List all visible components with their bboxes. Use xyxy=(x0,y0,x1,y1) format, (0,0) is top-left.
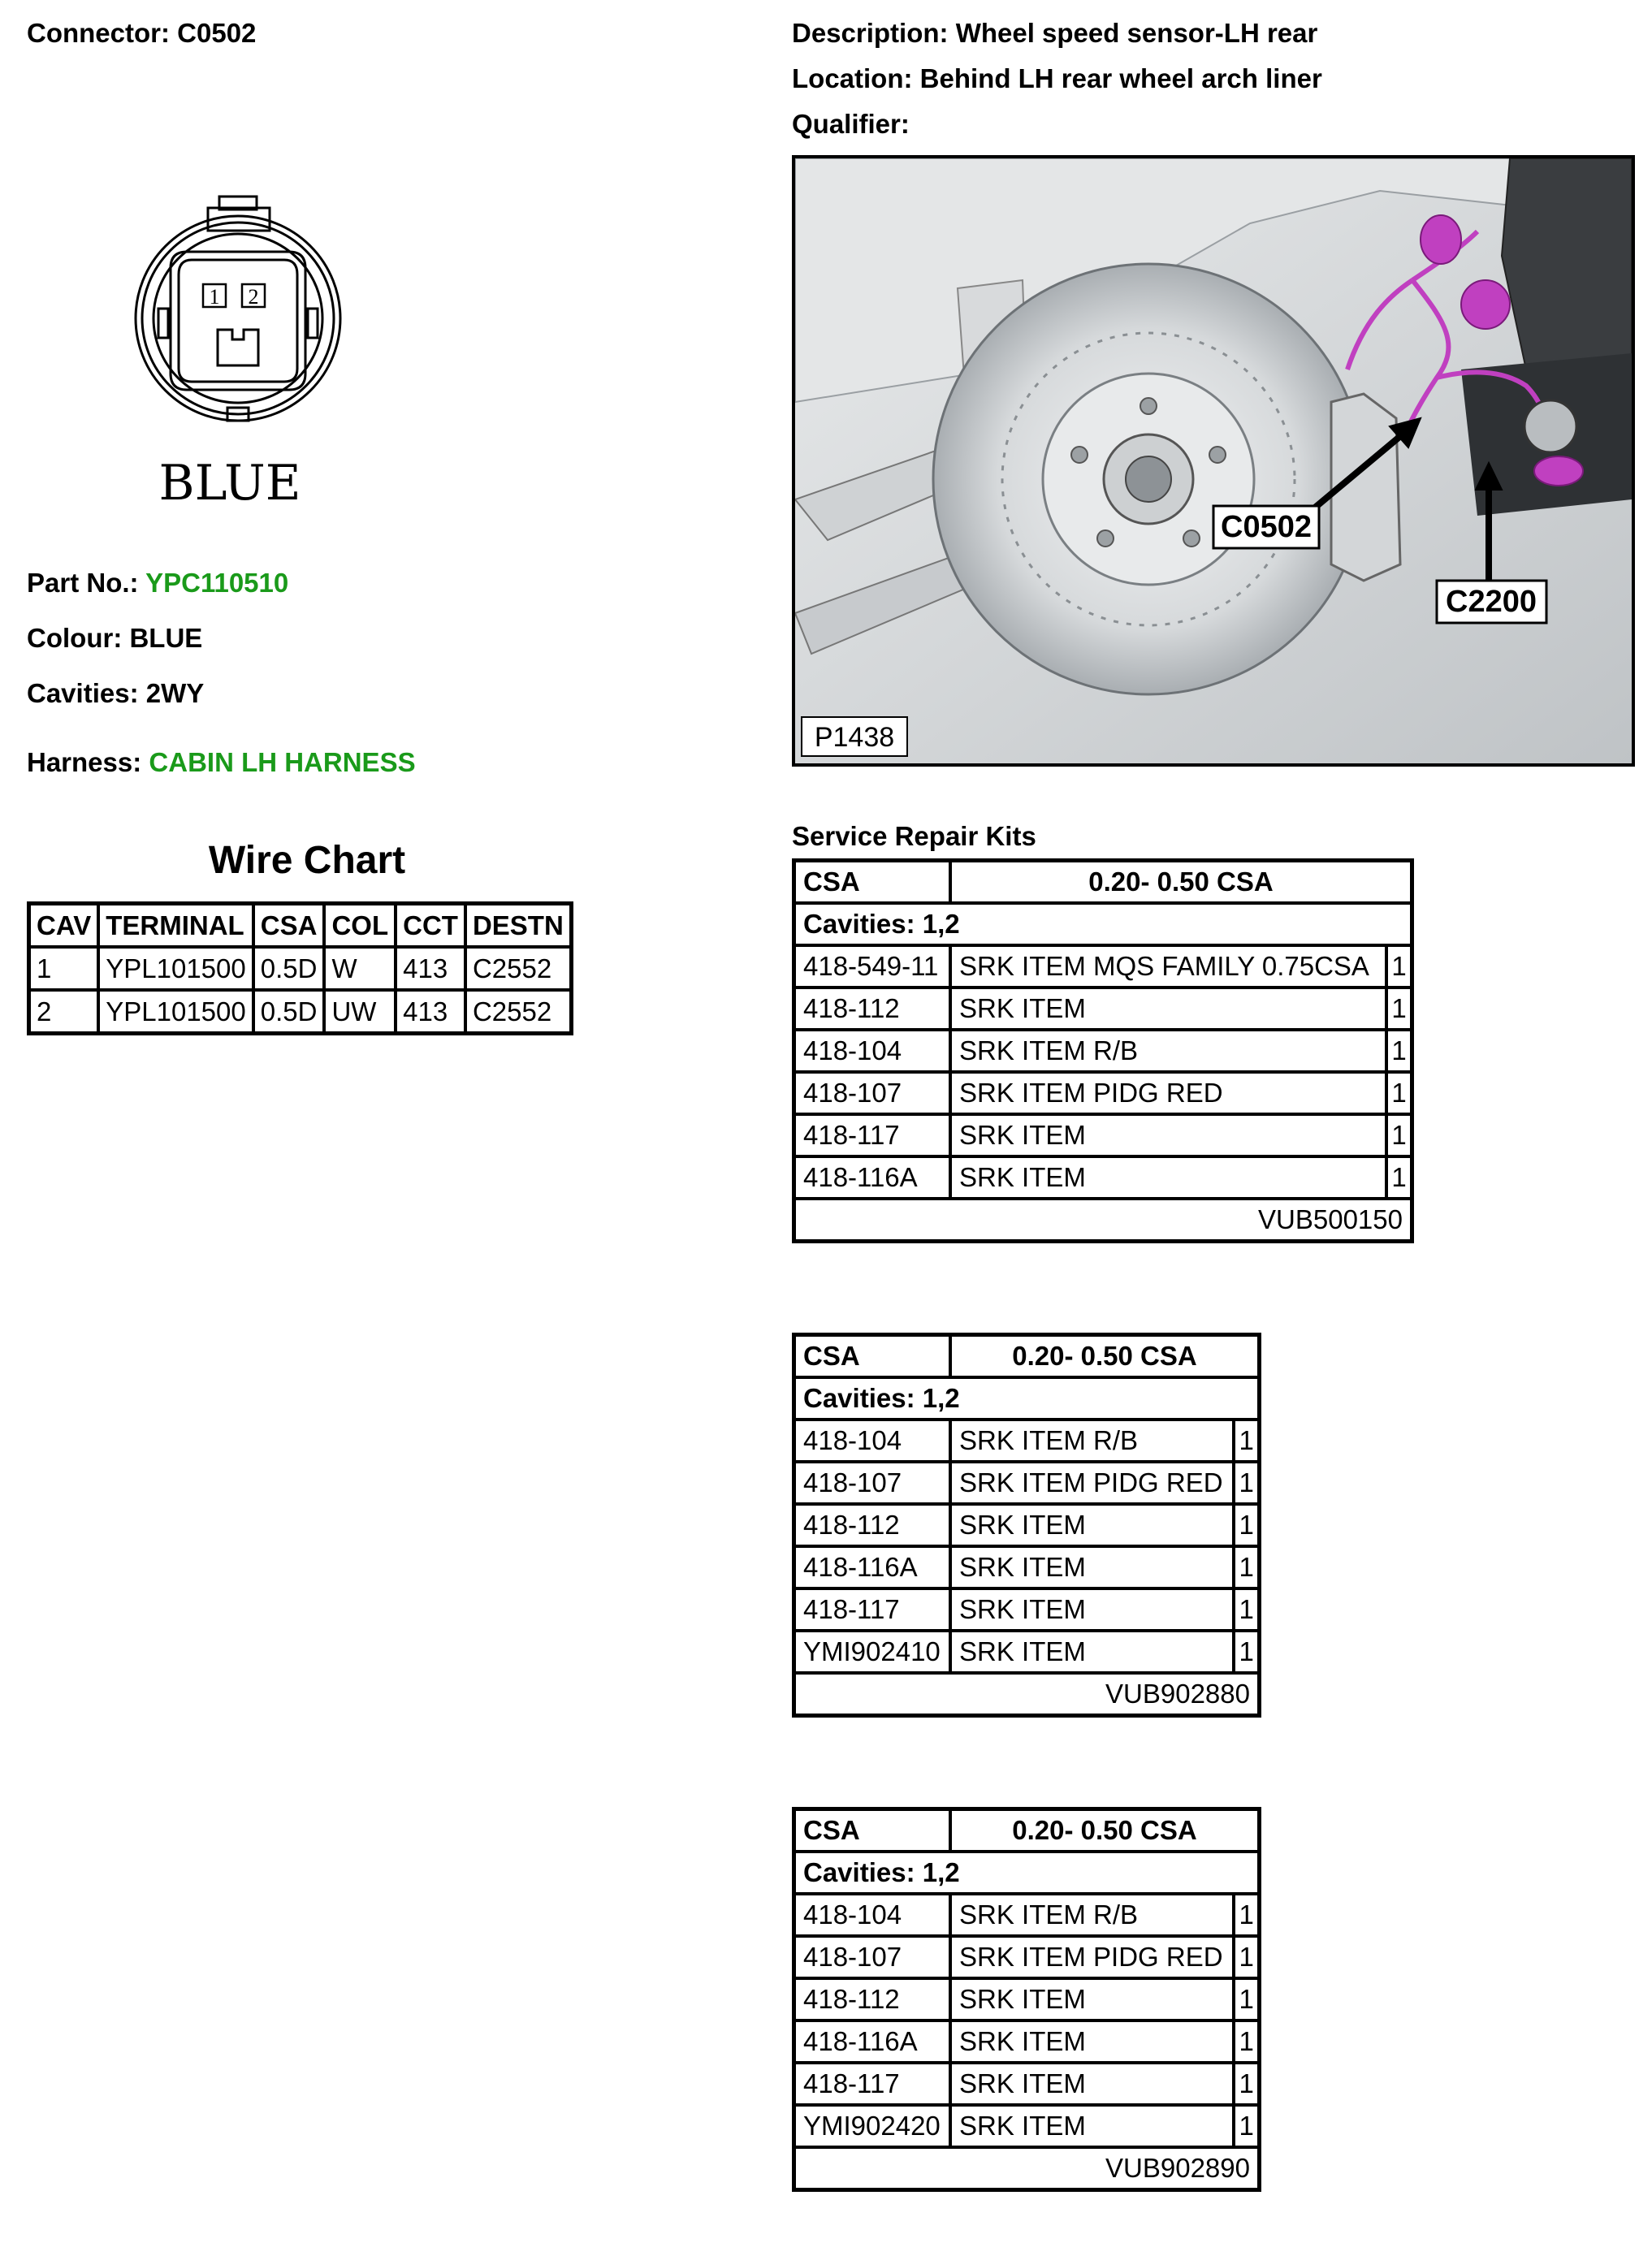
callout-c2200: C2200 xyxy=(1446,585,1537,619)
kit-header-row xyxy=(794,1335,1260,1378)
table-cell: 418-116A xyxy=(794,1546,951,1588)
table-cell: SRK ITEM xyxy=(950,1504,1234,1546)
part-number: Part No.: YPC110510 xyxy=(27,568,289,598)
kit-cavities-row xyxy=(794,903,1412,945)
connector-title: Connector: C0502 xyxy=(27,18,257,48)
kit-cavities: Cavities: 1,2 xyxy=(794,903,1412,945)
table-cell: 1 xyxy=(1234,1978,1259,2020)
table-cell: 1 xyxy=(1234,1462,1259,1504)
table-cell: 413 xyxy=(396,947,465,990)
col-header-destn: DESTN xyxy=(465,904,571,948)
kit-cavities: Cavities: 1,2 xyxy=(794,1377,1260,1420)
harness-text: Harness: CABIN LH HARNESS xyxy=(27,747,416,777)
wire-chart-table xyxy=(27,901,573,1035)
table-row xyxy=(794,2105,1260,2147)
kit-cavities-row xyxy=(794,1852,1260,1894)
location-illustration xyxy=(795,158,1632,763)
table-cell: 1 xyxy=(1234,1894,1259,1936)
table-cell: SRK ITEM PIDG RED xyxy=(950,1936,1234,1978)
plate-id: P1438 xyxy=(814,722,895,753)
table-cell: SRK ITEM xyxy=(950,2063,1234,2105)
table-cell: SRK ITEM xyxy=(950,1156,1386,1199)
cavities-text: Cavities: 2WY xyxy=(27,678,205,708)
repair-kit-table xyxy=(792,1333,1261,1718)
table-row xyxy=(794,945,1412,988)
table-cell: 0.5D xyxy=(253,947,325,990)
table-cell: 418-117 xyxy=(794,2063,951,2105)
table-cell: 1 xyxy=(1234,1420,1259,1462)
table-cell: SRK ITEM xyxy=(950,988,1386,1030)
table-row xyxy=(794,1936,1260,1978)
table-cell: 1 xyxy=(1234,2020,1259,2063)
wire-chart-title: Wire Chart xyxy=(208,839,406,882)
table-cell: SRK ITEM MQS FAMILY 0.75CSA xyxy=(950,945,1386,988)
kit-number: VUB902890 xyxy=(794,2147,1260,2190)
part-number-value: YPC110510 xyxy=(145,568,289,598)
table-row xyxy=(794,1894,1260,1936)
kit-header-row xyxy=(794,1809,1260,1852)
table-cell: YMI902420 xyxy=(794,2105,951,2147)
harness-value: CABIN LH HARNESS xyxy=(149,747,416,777)
repair-kit-table xyxy=(792,1807,1261,2192)
table-cell: SRK ITEM xyxy=(950,1546,1234,1588)
pin-2-label: 2 xyxy=(248,285,259,309)
table-cell: 1 xyxy=(1234,1936,1259,1978)
kit-header-row xyxy=(794,861,1412,904)
table-cell: SRK ITEM R/B xyxy=(950,1420,1234,1462)
kit-csa-range: 0.20- 0.50 CSA xyxy=(950,1809,1260,1852)
table-cell: UW xyxy=(324,990,396,1034)
table-cell: 418-112 xyxy=(794,988,951,1030)
location-photo xyxy=(792,155,1635,767)
table-row xyxy=(794,1462,1260,1504)
kit-cavities: Cavities: 1,2 xyxy=(794,1852,1260,1894)
connector-color-label: BLUE xyxy=(158,455,301,512)
kit-number-row xyxy=(794,1199,1412,1242)
table-cell: 1 xyxy=(1234,2063,1259,2105)
repair-kit-table xyxy=(792,858,1414,1243)
table-cell: 1 xyxy=(1234,1504,1259,1546)
table-cell: SRK ITEM xyxy=(950,1588,1234,1631)
table-cell: 1 xyxy=(1386,1030,1412,1072)
table-row xyxy=(794,1978,1260,2020)
table-cell: 418-107 xyxy=(794,1936,951,1978)
table-cell: 418-116A xyxy=(794,1156,951,1199)
table-cell: SRK ITEM xyxy=(950,1631,1234,1673)
kit-csa-label: CSA xyxy=(794,1809,951,1852)
callout-c0502: C0502 xyxy=(1221,510,1312,544)
table-cell: 418-112 xyxy=(794,1978,951,2020)
table-cell: 418-117 xyxy=(794,1114,951,1156)
table-cell: SRK ITEM PIDG RED xyxy=(950,1072,1386,1114)
table-cell: YPL101500 xyxy=(98,947,253,990)
qualifier-text: Qualifier: xyxy=(792,109,910,139)
table-cell: SRK ITEM R/B xyxy=(950,1030,1386,1072)
kit-csa-label: CSA xyxy=(794,861,951,904)
table-row xyxy=(794,2063,1260,2105)
kit-csa-label: CSA xyxy=(794,1335,951,1378)
table-cell: 1 xyxy=(1386,1072,1412,1114)
table-cell: 418-116A xyxy=(794,2020,951,2063)
table-cell: 418-104 xyxy=(794,1030,951,1072)
table-cell: 1 xyxy=(1234,1588,1259,1631)
table-row xyxy=(794,1156,1412,1199)
table-cell: 1 xyxy=(29,947,99,990)
table-cell: 413 xyxy=(396,990,465,1034)
table-row xyxy=(794,1072,1412,1114)
table-cell: SRK ITEM xyxy=(950,1114,1386,1156)
table-cell: 418-117 xyxy=(794,1588,951,1631)
table-cell: C2552 xyxy=(465,947,571,990)
location-text: Location: Behind LH rear wheel arch liner xyxy=(792,63,1322,93)
colour-text: Colour: BLUE xyxy=(27,623,203,653)
table-cell: 418-107 xyxy=(794,1462,951,1504)
table-row xyxy=(794,1588,1260,1631)
table-cell: 1 xyxy=(1234,1546,1259,1588)
table-cell: SRK ITEM R/B xyxy=(950,1894,1234,1936)
table-row xyxy=(794,1030,1412,1072)
col-header-terminal: TERMINAL xyxy=(98,904,253,948)
table-cell: SRK ITEM xyxy=(950,2105,1234,2147)
table-cell: SRK ITEM xyxy=(950,2020,1234,2063)
kit-number: VUB500150 xyxy=(794,1199,1412,1242)
table-row xyxy=(794,988,1412,1030)
table-cell: 1 xyxy=(1386,1156,1412,1199)
table-cell: C2552 xyxy=(465,990,571,1034)
table-row xyxy=(794,2020,1260,2063)
table-cell: W xyxy=(324,947,396,990)
table-cell: 1 xyxy=(1234,2105,1259,2147)
table-cell: 418-107 xyxy=(794,1072,951,1114)
table-cell: 0.5D xyxy=(253,990,325,1034)
table-cell: SRK ITEM xyxy=(950,1978,1234,2020)
kit-csa-range: 0.20- 0.50 CSA xyxy=(950,861,1412,904)
table-row xyxy=(29,990,572,1034)
table-cell: YPL101500 xyxy=(98,990,253,1034)
table-cell: 418-104 xyxy=(794,1894,951,1936)
table-cell: 1 xyxy=(1234,1631,1259,1673)
description-text: Description: Wheel speed sensor-LH rear xyxy=(792,18,1318,48)
kit-number-row xyxy=(794,2147,1260,2190)
kit-cavities-row xyxy=(794,1377,1260,1420)
kit-number-row xyxy=(794,1673,1260,1716)
table-cell: 418-549-11 xyxy=(794,945,951,988)
table-cell: YMI902410 xyxy=(794,1631,951,1673)
table-row xyxy=(794,1504,1260,1546)
kit-number: VUB902880 xyxy=(794,1673,1260,1716)
table-cell: SRK ITEM PIDG RED xyxy=(950,1462,1234,1504)
table-cell: 418-104 xyxy=(794,1420,951,1462)
wire-chart-header-row xyxy=(29,904,572,948)
table-cell: 418-112 xyxy=(794,1504,951,1546)
table-row xyxy=(794,1546,1260,1588)
col-header-cav: CAV xyxy=(29,904,99,948)
connector-face-diagram xyxy=(122,187,349,528)
col-header-col: COL xyxy=(324,904,396,948)
kits-title: Service Repair Kits xyxy=(792,821,1036,851)
table-row xyxy=(794,1420,1260,1462)
pin-1-label: 1 xyxy=(209,285,220,309)
table-cell: 1 xyxy=(1386,945,1412,988)
table-row xyxy=(29,947,572,990)
table-row xyxy=(794,1114,1412,1156)
col-header-cct: CCT xyxy=(396,904,465,948)
table-row xyxy=(794,1631,1260,1673)
kit-csa-range: 0.20- 0.50 CSA xyxy=(950,1335,1260,1378)
table-cell: 1 xyxy=(1386,1114,1412,1156)
table-cell: 1 xyxy=(1386,988,1412,1030)
col-header-csa: CSA xyxy=(253,904,325,948)
table-cell: 2 xyxy=(29,990,99,1034)
